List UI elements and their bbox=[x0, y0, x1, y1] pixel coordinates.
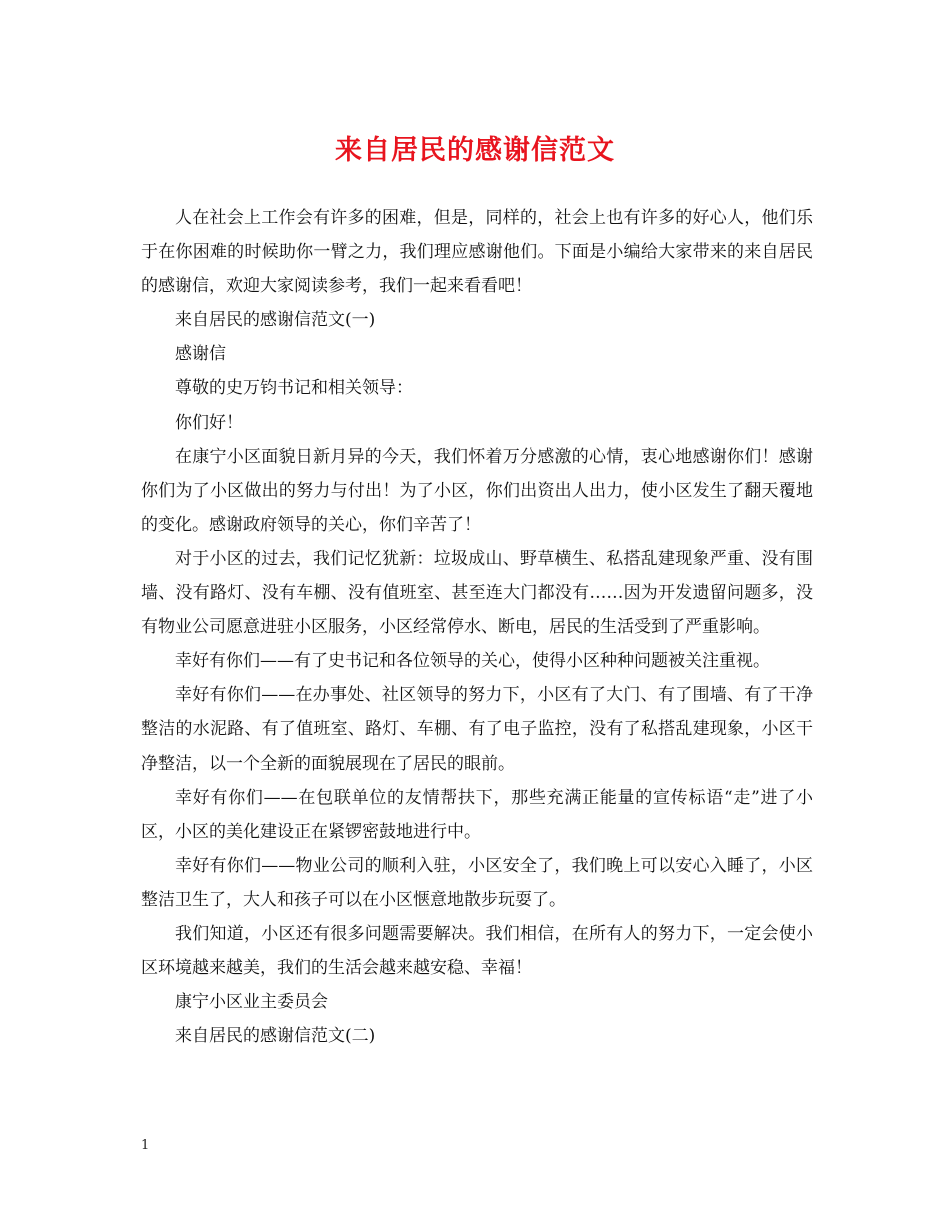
page-number: 1 bbox=[141, 1138, 150, 1153]
paragraph: 对于小区的过去，我们记忆犹新：垃圾成山、野草横生、私搭乱建现象严重、没有围墙、没有路灯、没有车棚、没有值班室、甚至连大门都没有……因为开发遗留问题多，没有物业公司愿意进驻小区服务，小区经常停水、断电，居民的生活受到了严重影响。 bbox=[141, 548, 813, 638]
paragraph: 在康宁小区面貌日新月异的今天，我们怀着万分感激的心情，衷心地感谢你们！感谢你们为了小区做出的努力与付出！为了小区，你们出资出人出力，使小区发生了翻天覆地的变化。感谢政府领导的关心，你们辛苦了！ bbox=[141, 446, 813, 535]
letter-greeting: 你们好！ bbox=[175, 412, 243, 433]
letter-heading: 感谢信 bbox=[175, 344, 226, 365]
letter-signature: 康宁小区业主委员会 bbox=[175, 992, 328, 1013]
document-title: 来自居民的感谢信范文 bbox=[335, 135, 615, 166]
paragraph: 幸好有你们——有了史书记和各位领导的关心，使得小区种种问题被关注重视。 bbox=[175, 651, 770, 672]
document-body bbox=[141, 201, 813, 1053]
paragraph: 幸好有你们——物业公司的顺利入驻，小区安全了，我们晚上可以安心入睡了，小区整洁卫生了，大人和孩子可以在小区惬意地散步玩耍了。 bbox=[141, 855, 813, 910]
paragraph: 幸好有你们——在办事处、社区领导的努力下，小区有了大门、有了围墙、有了干净整洁的水泥路、有了值班室、路灯、车棚、有了电子监控，没有了私搭乱建现象，小区干净整洁，以一个全新的面貌展现在了居民的眼前。 bbox=[141, 685, 813, 774]
section-heading-1: 来自居民的感谢信范文(一) bbox=[175, 310, 376, 331]
letter-salutation: 尊敬的史万钧书记和相关领导： bbox=[175, 378, 413, 399]
section-heading-2: 来自居民的感谢信范文(二) bbox=[175, 1026, 376, 1047]
paragraph: 幸好有你们——在包联单位的友情帮扶下，那些充满正能量的宣传标语“走”进了小区，小区的美化建设正在紧锣密鼓地进行中。 bbox=[141, 787, 813, 842]
paragraph: 我们知道，小区还有很多问题需要解决。我们相信，在所有人的努力下，一定会使小区环境越来越美，我们的生活会越来越安稳、幸福！ bbox=[141, 923, 813, 979]
paragraph-intro: 人在社会上工作会有许多的困难，但是，同样的，社会上也有许多的好心人，他们乐于在你困难的时候助你一臂之力，我们理应感谢他们。下面是小编给大家带来的来自居民的感谢信，欢迎大家阅读参考，我们一起来看看吧！ bbox=[141, 208, 813, 297]
